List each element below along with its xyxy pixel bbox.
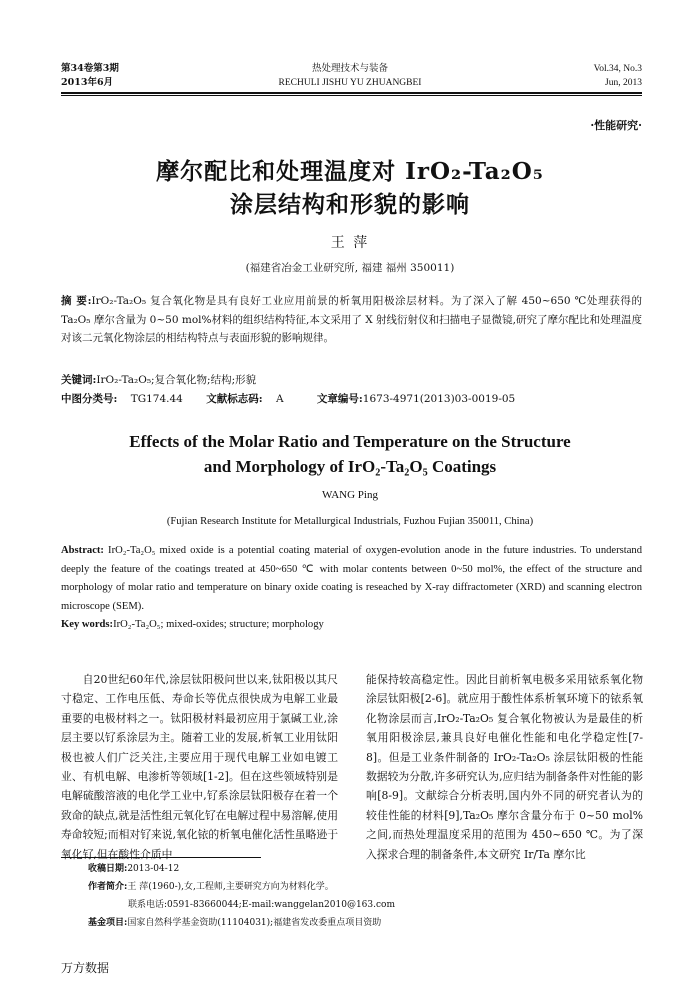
clc-value: TG174.44 (130, 393, 183, 405)
journal-name-cn: 热处理技术与装备 (311, 63, 388, 74)
abstract-en-text: IrO₂-Ta₂O₅ mixed oxide is a potential coating material of oxygen-evolution anode in the future industries. To understand deeply the feature of the coatings treated at 450~650 ℃ with molar contents between 0~50 mol%, the effect of the structure and morphology of molar ratio and temperature on binary oxide coating is reseached by X-ray diffractometer (XRD) and scanning electron microscope (SEM). (61, 545, 643, 612)
header-rule-thin (61, 95, 642, 96)
affiliation-en: (Fujian Research Institute for Metallurgical Industrials, Fuzhou Fujian 350011, China) (166, 516, 534, 527)
journal-volume-en: Vol.34, No.3 (593, 64, 642, 74)
doc-code-label: 文献标志码: (206, 393, 263, 405)
abstract-en-label: Abstract: (61, 545, 104, 556)
keywords-en-label: Key words: (61, 619, 114, 630)
body-left-column: 自20世纪60年代,涂层钛阳极问世以来,钛阳极以其尺寸稳定、工作电压低、寿命长等优点很快成为电解工业最重要的电极材料之一。钛阳极材料最初应用于氯碱工业,涂层主要以钌系涂层为主。随着工业的发展,析氧工业用钛阳极也被人们广泛关注,主要应用于现代电解工业如电镀工业、有机电解、电渗析等领域[1-2]。但在这些领域特别是电解硫酸溶液的电化学工业中,钌系涂层钛阳极存在着一个致命的缺点,就是活性组元氧化钌在电解过程中易溶解,使用寿命较短;而相对钌来说,氧化铱的析氧电催化活性虽略逊于氧化钌,但在酸性介质中 (61, 673, 338, 861)
watermark: 万方数据 (61, 961, 110, 975)
keywords-cn-label: 关键词: (61, 374, 97, 386)
fund-text: 国家自然科学基金资助(11104031);福建省发改委重点项目资助 (127, 918, 382, 928)
abstract-cn (61, 292, 642, 348)
journal-date-en: Jun, 2013 (605, 78, 642, 88)
footnote-fund (88, 916, 381, 930)
journal-volume: 第34卷第3期 (61, 63, 119, 74)
keywords-en (61, 616, 642, 635)
section-tag: ·性能研究· (590, 119, 642, 132)
classification-line (61, 390, 642, 409)
footnote-contact: 联系电话:0591-83660044;E-mail:wanggelan2010@163.com (128, 900, 395, 910)
journal-name-pinyin: RECHULI JISHU YU ZHUANGBEI (278, 78, 422, 88)
affiliation-cn: (福建省冶金工业研究所, 福建 福州 350011) (245, 262, 455, 274)
header-rule-thick (61, 92, 642, 94)
footnote-rule (61, 857, 261, 858)
fund-label: 基金项目: (88, 918, 128, 928)
title-en-line2: and Morphology of IrO₂-Ta₂O₅ Coatings (203, 457, 497, 476)
abstract-cn-label: 摘 要: (61, 295, 92, 307)
title-cn-line1: 摩尔配比和处理温度对 IrO₂-Ta₂O₅ (156, 158, 544, 185)
keywords-cn (61, 371, 642, 390)
author-bio: 王 萍(1960-),女,工程师,主要研究方向为材料化学。 (127, 882, 334, 892)
doc-code-value: A (275, 393, 284, 405)
title-en-line1: Effects of the Molar Ratio and Temperature on the Structure (129, 432, 571, 451)
author-en: WANG Ping (322, 489, 378, 501)
title-cn-line2: 涂层结构和形貌的影响 (230, 191, 470, 218)
abstract-en (61, 542, 642, 616)
abstract-cn-text: IrO₂-Ta₂O₅ 复合氧化物是具有良好工业应用前景的析氧用阳极涂层材料。为了深入了解 450~650 ℃处理获得的 Ta₂O₅ 摩尔含量为 0~50 mol%材料的组织结构特征,本文采用了 X 射线衍射仪和扫描电子显微镜,研究了摩尔配比和处理温度对该二元氧化物涂层的相结构特点与表面形貌的影响规律。 (61, 295, 642, 344)
journal-date: 2013年6月 (61, 77, 114, 88)
keywords-cn-text: IrO₂-Ta₂O₅;复合氧化物;结构;形貌 (96, 374, 257, 386)
keywords-en-text: IrO₂-Ta₂O₅; mixed-oxides; structure; morphology (113, 619, 324, 630)
footnote-received (88, 862, 179, 876)
body-right-column: 能保持较高稳定性。因此目前析氧电极多采用铱系氧化物涂层钛阳极[2-6]。就应用于酸性体系析氧环境下的铱系氧化物涂层而言,IrO₂-Ta₂O₅ 复合氧化物被认为是最佳的析氧用阳极涂层,兼具良好电催化性能和电化学稳定性[7-8]。但是工业条件制备的 IrO₂-Ta₂O₅ 涂层钛阳极的性能数据较为分散,许多研究认为,应归结为制备条件对性能的影响[8-9]。文献综合分析表明,国内外不同的研究者认为的较佳性能的材料[9],Ta₂O₅ 摩尔含量分布于 0~50 mol%之间,而热处理温度采用的范围为 450~650 ℃。为了深入探求合理的制备条件,本文研究 Ir/Ta 摩尔比 (366, 673, 643, 861)
author-bio-label: 作者简介: (88, 882, 128, 892)
author-cn: 王 萍 (330, 235, 370, 251)
received-date: 2013-04-12 (127, 864, 180, 874)
received-label: 收稿日期: (88, 864, 128, 874)
clc-label: 中图分类号: (61, 393, 118, 405)
article-id-value: 1673-4971(2013)03-0019-05 (362, 393, 516, 405)
footnote-author (88, 880, 334, 894)
article-id-label: 文章编号: (316, 393, 363, 405)
